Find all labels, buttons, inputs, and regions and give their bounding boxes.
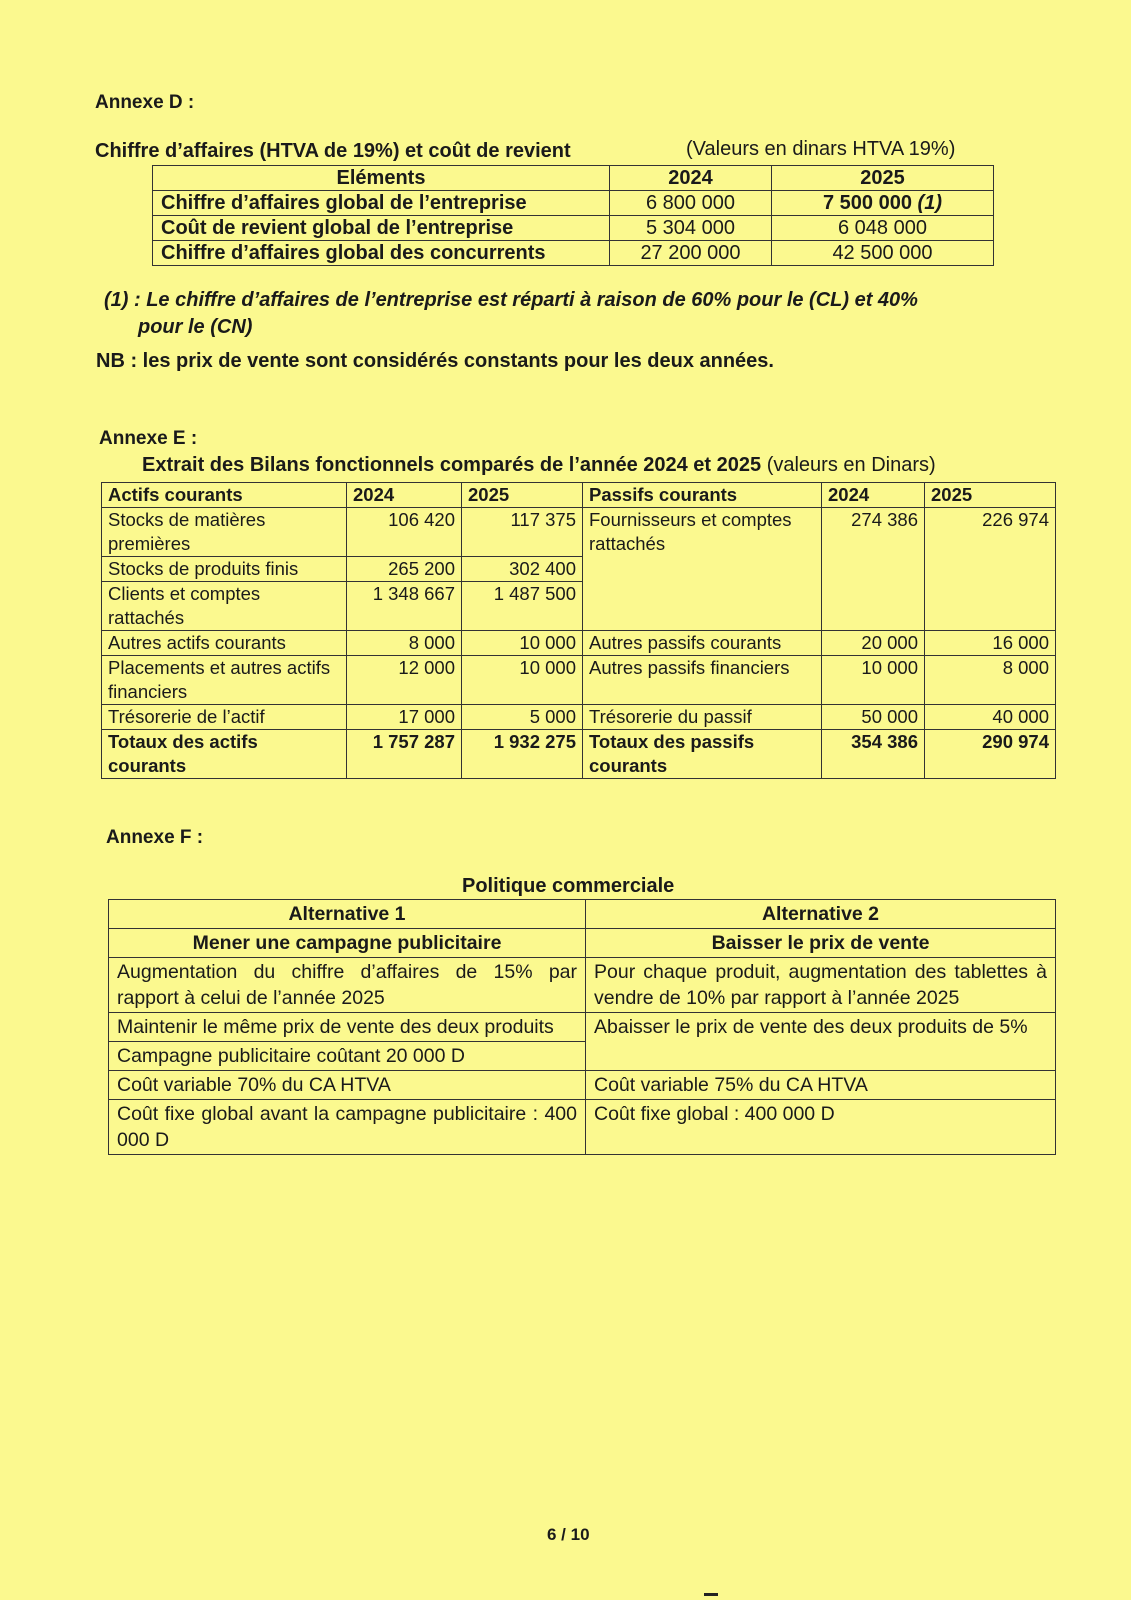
footnote-marker: (1) (917, 192, 942, 214)
table-cell: 17 000 (347, 705, 462, 730)
annexe-f-table (108, 899, 1056, 1155)
table-row-total (102, 730, 1056, 779)
table-cell: Fournisseurs et comptes rattachés (583, 508, 822, 631)
table-cell: Coût variable 75% du CA HTVA (586, 1071, 1056, 1100)
annexe-d-table (152, 165, 994, 266)
table-cell: Autres passifs financiers (583, 656, 822, 705)
table-header: 2025 (925, 483, 1056, 508)
table-header: Alternative 1 (109, 900, 586, 929)
table-cell: 6 800 000 (610, 191, 772, 216)
table-cell: 354 386 (822, 730, 925, 779)
table-cell: 1 487 500 (462, 582, 583, 631)
table-cell: Totaux des passifs courants (583, 730, 822, 779)
table-cell: 5 000 (462, 705, 583, 730)
table-header: Baisser le prix de vente (586, 929, 1056, 958)
annexe-e-heading: Annexe E : (99, 428, 198, 449)
table-header: 2024 (610, 166, 772, 191)
table-cell: Stocks de matières premières (102, 508, 347, 557)
table-cell: 50 000 (822, 705, 925, 730)
table-row (153, 191, 994, 216)
table-cell: Autres actifs courants (102, 631, 347, 656)
table-cell: Pour chaque produit, augmentation des tablettes à vendre de 10% par rapport à l’année 2025 (586, 958, 1056, 1013)
table-cell: 10 000 (462, 631, 583, 656)
table-cell: 117 375 (462, 508, 583, 557)
table-cell: 226 974 (925, 508, 1056, 631)
table-row (102, 631, 1056, 656)
table-header: 2024 (822, 483, 925, 508)
table-cell: Coût fixe global : 400 000 D (586, 1100, 1056, 1155)
annexe-f-title: Politique commerciale (462, 875, 675, 897)
table-cell: Coût de revient global de l’entreprise (153, 216, 610, 241)
table-cell: Chiffre d’affaires global de l’entreprise (153, 191, 610, 216)
annexe-d-table-unit: (Valeurs en dinars HTVA 19%) (686, 138, 956, 160)
annexe-e-title-main: Extrait des Bilans fonctionnels comparés de l’année 2024 et 2025 (142, 454, 762, 476)
table-header: Passifs courants (583, 483, 822, 508)
table-cell: Autres passifs courants (583, 631, 822, 656)
annexe-f-heading: Annexe F : (106, 827, 204, 848)
annexe-d-nb: NB : les prix de vente sont considérés constants pour les deux années. (96, 350, 774, 372)
table-cell: Abaisser le prix de vente des deux produits de 5% (586, 1013, 1056, 1071)
table-cell: 1 348 667 (347, 582, 462, 631)
table-cell: 106 420 (347, 508, 462, 557)
table-cell: Coût variable 70% du CA HTVA (109, 1071, 586, 1100)
table-header: Alternative 2 (586, 900, 1056, 929)
table-cell: 20 000 (822, 631, 925, 656)
table-header: 2025 (462, 483, 583, 508)
table-cell: Totaux des actifs courants (102, 730, 347, 779)
note-line-2: pour le (CN) (138, 316, 253, 338)
table-cell: 8 000 (925, 656, 1056, 705)
table-cell: Chiffre d’affaires global des concurrents (153, 241, 610, 266)
ca-2025-value: 7 500 000 (823, 192, 912, 214)
annexe-e-title (142, 454, 936, 477)
table-cell: Maintenir le même prix de vente des deux produits (109, 1013, 586, 1042)
page-number: 6 / 10 (547, 1525, 590, 1544)
table-row (102, 508, 1056, 557)
table-cell: 10 000 (462, 656, 583, 705)
table-header: Actifs courants (102, 483, 347, 508)
table-cell: 8 000 (347, 631, 462, 656)
note-line-1: (1) : Le chiffre d’affaires de l’entreprise est réparti à raison de 60% pour le (CL) et 40% (104, 289, 918, 311)
table-cell: 302 400 (462, 557, 583, 582)
table-cell: 5 304 000 (610, 216, 772, 241)
table-cell: Campagne publicitaire coûtant 20 000 D (109, 1042, 586, 1071)
table-row (109, 958, 1056, 1013)
table-cell: 27 200 000 (610, 241, 772, 266)
table-cell: 274 386 (822, 508, 925, 631)
table-cell: 16 000 (925, 631, 1056, 656)
table-cell: Augmentation du chiffre d’affaires de 15% par rapport à celui de l’année 2025 (109, 958, 586, 1013)
table-cell: Stocks de produits finis (102, 557, 347, 582)
scan-mark (704, 1593, 718, 1596)
table-cell: 1 757 287 (347, 730, 462, 779)
annexe-e-title-unit: (valeurs en Dinars) (766, 454, 936, 476)
annexe-d-table-title: Chiffre d’affaires (HTVA de 19%) et coût de revient (95, 140, 571, 162)
table-cell: 10 000 (822, 656, 925, 705)
table-cell (772, 191, 994, 216)
table-cell: 290 974 (925, 730, 1056, 779)
table-row (109, 1071, 1056, 1100)
table-cell: Coût fixe global avant la campagne publicitaire : 400 000 D (109, 1100, 586, 1155)
table-row (102, 705, 1056, 730)
annexe-d-note (104, 287, 918, 341)
table-row (109, 1100, 1056, 1155)
table-header: Mener une campagne publicitaire (109, 929, 586, 958)
annexe-e-table (101, 482, 1056, 779)
table-cell: 265 200 (347, 557, 462, 582)
table-cell: 40 000 (925, 705, 1056, 730)
table-cell: Trésorerie de l’actif (102, 705, 347, 730)
table-header: 2025 (772, 166, 994, 191)
table-row (109, 1013, 1056, 1042)
table-header: Eléments (153, 166, 610, 191)
table-cell: 1 932 275 (462, 730, 583, 779)
table-cell: Trésorerie du passif (583, 705, 822, 730)
table-header: 2024 (347, 483, 462, 508)
table-row (153, 216, 994, 241)
table-row (153, 241, 994, 266)
table-cell: Placements et autres actifs financiers (102, 656, 347, 705)
table-cell: 42 500 000 (772, 241, 994, 266)
table-cell: Clients et comptes rattachés (102, 582, 347, 631)
annexe-d-heading: Annexe D : (95, 92, 195, 113)
table-cell: 12 000 (347, 656, 462, 705)
table-row (102, 656, 1056, 705)
table-cell: 6 048 000 (772, 216, 994, 241)
